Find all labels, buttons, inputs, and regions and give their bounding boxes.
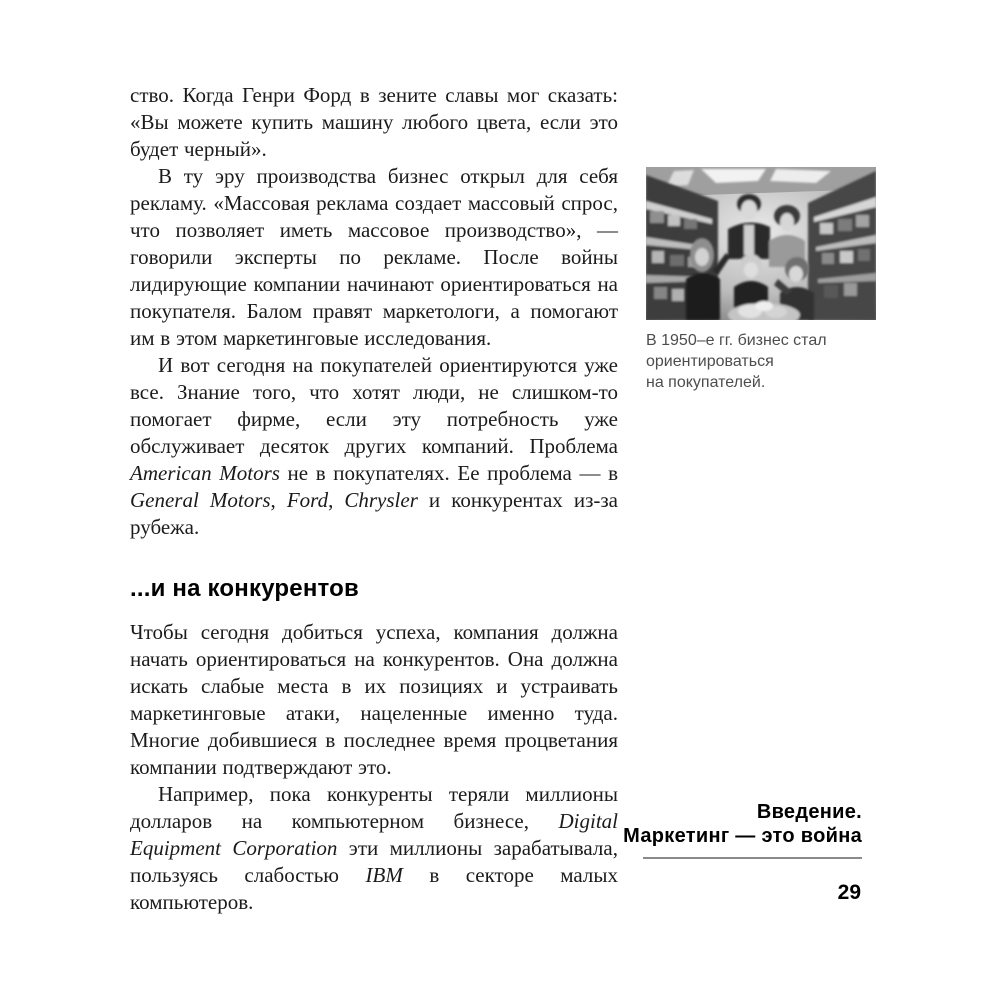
page-number: 29 (837, 881, 861, 904)
paragraph (130, 352, 618, 541)
text-line: ориентироваться (646, 353, 774, 370)
paragraph (130, 781, 618, 916)
text-run: И вот сегодня на покупателей ориентируются уже все. Знание того, что хотят люди, не слишком-то помогает фирме, если эту потребность уже обслуживает десяток других компаний. Проблема (130, 353, 618, 458)
text-run: В ту эру производства бизнес открыл для себя рекламу. «Массовая реклама создает массовый спрос, что позволяет иметь массовое производство», — говорили эксперты по рекламе. После войны лидирующие компании начинают ориентироваться на покупателя. Балом правят маркетологи, а помогают им в этом маркетинговые исследования. (130, 164, 618, 350)
text-run: Например, пока конкуренты теряли миллионы долларов на компьютерном бизнесе, (130, 782, 618, 833)
text-run: не в покупателях. Ее проблема — в (279, 461, 618, 485)
italic-text-run: General Motors (130, 488, 271, 512)
supermarket-family-photo (646, 167, 876, 320)
text-run: ство. Когда Генри Форд в зените славы мог сказать: «Вы можете купить машину любого цвета, если это будет черный». (130, 83, 618, 161)
photo-illustration (646, 167, 876, 320)
italic-text-run: IBM (365, 863, 403, 887)
paragraph (130, 163, 618, 352)
paragraph (130, 619, 618, 781)
opening-paragraphs (130, 82, 618, 541)
italic-text-run: American Motors (130, 461, 280, 485)
paragraph (130, 82, 618, 163)
text-run: , (328, 488, 345, 512)
photo-caption (646, 330, 861, 393)
text-run: , (270, 488, 287, 512)
italic-text-run: Digital Equipment Corporation (130, 809, 618, 860)
text-line: Маркетинг — это война (623, 825, 862, 847)
footer-rule (643, 857, 862, 859)
text-run: в секторе малых компьютеров. (130, 863, 619, 914)
text-line: Введение. (756, 801, 862, 823)
text-run: Чтобы сегодня добиться успеха, компания должна начать ориентироваться на конкурентов. Она должна искать слабые места в их позициях и устраивать маркетинговые атаки, нацеленные именно туда. Многие добившиеся в последнее время процветания компании подтверждают это. (130, 620, 618, 779)
italic-text-run: Ford (286, 488, 329, 512)
running-footer-title (562, 800, 862, 848)
text-run: и конкурентах из-за рубежа. (130, 488, 618, 539)
section-paragraphs (130, 619, 618, 916)
italic-text-run: Chrysler (344, 488, 418, 512)
text-run: эти миллионы зарабатывала, пользуясь слабостью (130, 836, 618, 887)
main-text-column (130, 82, 618, 916)
text-line: на покупателей. (646, 374, 766, 391)
section-heading: ...и на конкурентов (130, 575, 359, 602)
text-line: В 1950–е гг. бизнес стал (646, 332, 827, 349)
